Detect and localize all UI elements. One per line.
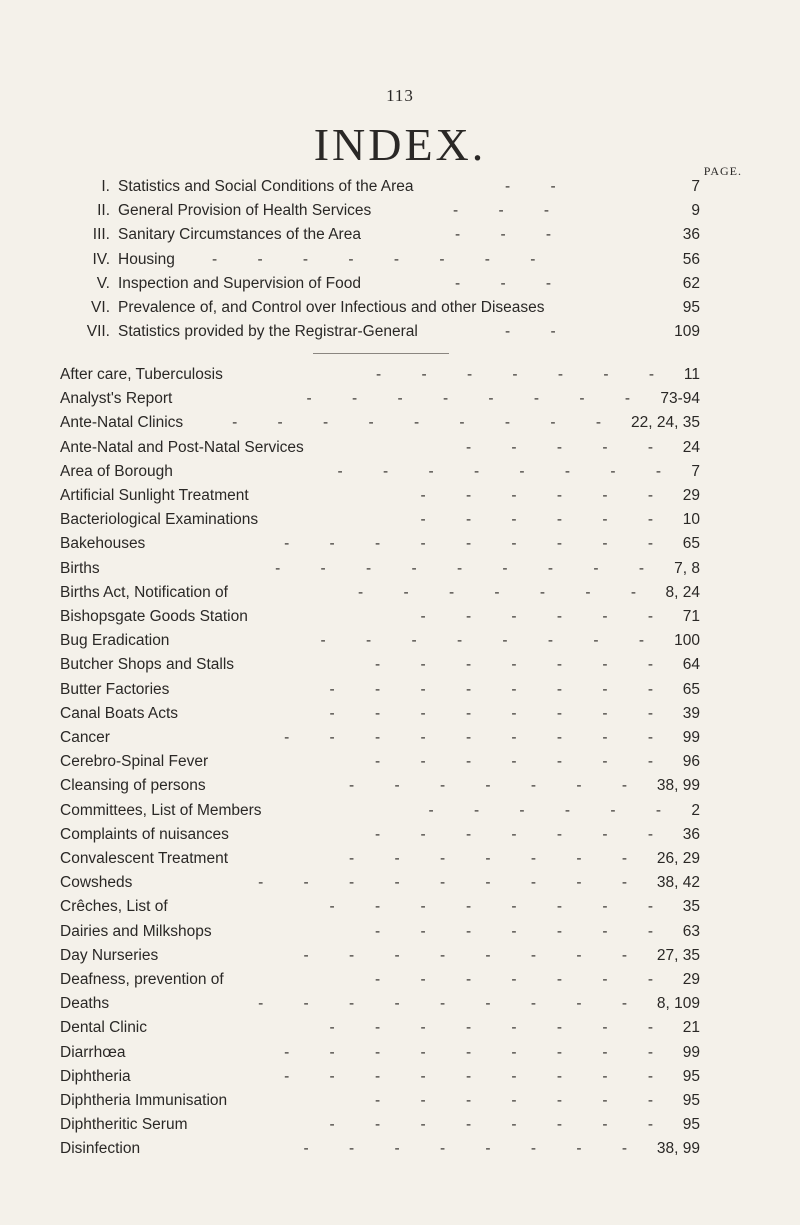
- entry-label: Diarrhœa: [60, 1043, 126, 1061]
- section-title: Statistics and Social Conditions of the Area: [118, 178, 414, 195]
- leader-dots: - - - - - - -: [375, 656, 671, 674]
- entry-label: Bishopsgate Goods Station: [60, 608, 248, 625]
- entry-label: Disinfection: [60, 1140, 141, 1158]
- section-page: 9: [691, 202, 700, 220]
- entry-pages: 65: [682, 680, 700, 698]
- entry-label: Dairies and Milkshops: [60, 922, 212, 940]
- leader-dots: - -: [505, 323, 574, 341]
- section-title: Sanitary Circumstances of the Area: [118, 226, 361, 244]
- leader-dots: - - - - - -: [420, 487, 671, 504]
- leader-dots: - - - - - - -: [376, 366, 672, 383]
- entry-label: Diphtheria: [60, 1067, 131, 1085]
- section-page: 95: [682, 299, 700, 316]
- leader-dots: - - - - - - - -: [329, 898, 671, 916]
- entry-pages: 73-94: [660, 390, 700, 408]
- entry-label: Cleansing of persons: [60, 777, 206, 795]
- leader-dots: - - - - - - - -: [303, 1140, 645, 1158]
- entry-pages: 100: [674, 632, 700, 650]
- entry-pages: 24: [682, 438, 700, 456]
- section-number: VI.: [91, 299, 110, 316]
- entry-pages: 39: [682, 704, 700, 722]
- section-page: 62: [682, 274, 700, 292]
- leader-dots: - - - - - - - -: [337, 462, 679, 480]
- section-number: II.: [97, 202, 110, 220]
- entry-label: Crêches, List of: [60, 898, 168, 916]
- entry-pages: 99: [682, 729, 700, 746]
- index-entry: [0, 386, 800, 412]
- index-entry: [0, 701, 800, 727]
- index-entry: [0, 507, 800, 533]
- index-entry: [0, 1040, 800, 1066]
- leader-dots: - - -: [453, 202, 568, 220]
- page-column-header: PAGE.: [703, 164, 742, 178]
- leader-dots: - - - - - - -: [375, 922, 671, 940]
- entry-pages: 95: [682, 1067, 700, 1085]
- index-entry: [0, 410, 800, 436]
- entry-pages: 96: [682, 753, 700, 771]
- index-entry: [0, 991, 800, 1017]
- leader-dots: - - - - - - -: [358, 583, 654, 601]
- entry-pages: 35: [682, 898, 700, 916]
- leader-dots: - - - - - - - -: [329, 1019, 671, 1037]
- entry-pages: 29: [682, 971, 700, 988]
- divider: [313, 353, 449, 354]
- index-entry: [0, 822, 800, 848]
- index-entry: [0, 870, 800, 896]
- entry-label: Butter Factories: [60, 680, 170, 698]
- entry-pages: 8, 24: [665, 583, 700, 601]
- entry-label: Canal Boats Acts: [60, 704, 179, 722]
- entry-pages: 11: [683, 366, 700, 383]
- leader-dots: - - - - - - - - -: [258, 995, 645, 1013]
- page-number: 113: [386, 86, 414, 105]
- index-entry: [0, 1015, 800, 1041]
- entry-label: Cowsheds: [60, 874, 133, 892]
- entry-label: Births Act, Notification of: [60, 583, 228, 601]
- entry-label: Ante-Natal Clinics: [60, 414, 184, 432]
- entry-label: Area of Borough: [60, 462, 173, 480]
- entry-pages: 10: [682, 511, 700, 529]
- index-entry: [0, 725, 800, 751]
- entry-label: Bakehouses: [60, 535, 146, 553]
- index-entry: [0, 580, 800, 606]
- section-number: VII.: [86, 323, 110, 341]
- index-entry: [0, 919, 800, 945]
- entry-label: Bacteriological Examinations: [60, 511, 259, 529]
- entry-label: Day Nurseries: [60, 946, 159, 964]
- index-entry: [0, 362, 800, 388]
- index-entry: [0, 894, 800, 920]
- entry-label: Butcher Shops and Stalls: [60, 656, 235, 674]
- index-entry: [0, 483, 800, 509]
- leader-dots: - - - - - - - - -: [284, 729, 671, 746]
- section-title: General Provision of Health Services: [118, 202, 372, 220]
- leader-dots: - - - - - - -: [375, 753, 671, 771]
- leader-dots: - - - - - - -: [349, 850, 645, 867]
- section-row: [0, 174, 800, 200]
- entry-label: Cerebro-Spinal Fever: [60, 753, 209, 771]
- leader-dots: - - - - -: [465, 438, 671, 456]
- section-number: IV.: [92, 250, 110, 268]
- entry-label: Ante-Natal and Post-Natal Services: [60, 438, 304, 456]
- entry-pages: 38, 99: [656, 777, 700, 795]
- leader-dots: - - - - - - - -: [329, 1116, 671, 1134]
- leader-dots: - - - - - - -: [349, 777, 645, 795]
- entry-pages: 7: [691, 462, 700, 480]
- leader-dots: - - -: [455, 274, 570, 292]
- entry-pages: 38, 42: [656, 874, 700, 892]
- index-entry: [0, 773, 800, 799]
- entry-label: Diphtheritic Serum: [60, 1116, 188, 1134]
- index-entry: [0, 846, 800, 872]
- section-title: Inspection and Supervision of Food: [118, 274, 361, 292]
- index-entry: [0, 1064, 800, 1090]
- entry-label: Committees, List of Members: [60, 801, 262, 819]
- entry-pages: 21: [682, 1019, 700, 1037]
- entry-pages: 29: [682, 487, 700, 504]
- entry-label: Artificial Sunlight Treatment: [60, 487, 249, 504]
- entry-pages: 95: [682, 1092, 700, 1109]
- section-number: III.: [92, 226, 110, 244]
- leader-dots: - - - - - - - -: [329, 704, 671, 722]
- entry-label: Births: [60, 559, 100, 577]
- section-page: 109: [674, 323, 700, 341]
- entry-pages: 64: [682, 656, 700, 674]
- entry-pages: 27, 35: [656, 946, 700, 964]
- section-title: Prevalence of, and Control over Infectious and other Diseases: [118, 299, 545, 316]
- entry-label: Deaths: [60, 995, 110, 1013]
- index-entry: [0, 556, 800, 582]
- entry-pages: 7, 8: [674, 559, 700, 577]
- entry-label: Bug Eradication: [60, 632, 170, 650]
- leader-dots: - - - - - - - -: [303, 946, 645, 964]
- entry-pages: 36: [682, 825, 700, 843]
- leader-dots: - - - - - - -: [375, 825, 671, 843]
- entry-label: Deafness, prevention of: [60, 971, 224, 988]
- section-title: Statistics provided by the Registrar-General: [118, 323, 418, 341]
- entry-pages: 95: [682, 1116, 700, 1134]
- leader-dots: - - - - - -: [428, 801, 679, 819]
- section-title: Housing: [118, 250, 175, 268]
- entry-label: Dental Clinic: [60, 1019, 148, 1037]
- leader-dots: - - - - - - -: [375, 1092, 671, 1109]
- leader-dots: - - - - - -: [420, 511, 671, 529]
- entry-pages: 26, 29: [656, 850, 700, 867]
- index-entry: [0, 1088, 800, 1114]
- entry-label: Analyst's Report: [60, 390, 173, 408]
- index-entry: [0, 531, 800, 557]
- leader-dots: - - - - - - - -: [306, 390, 648, 408]
- index-entry: [0, 798, 800, 824]
- entry-label: Diphtheria Immunisation: [60, 1092, 228, 1109]
- section-page: 7: [691, 178, 700, 195]
- entry-pages: 99: [682, 1043, 700, 1061]
- entry-pages: 2: [691, 801, 700, 819]
- entry-label: After care, Tuberculosis: [60, 366, 223, 383]
- leader-dots: - - -: [455, 226, 570, 244]
- leader-dots: - - - - - -: [420, 608, 671, 625]
- section-row: [0, 198, 800, 224]
- leader-dots: - - - - - - - - -: [258, 874, 645, 892]
- leader-dots: - - - - - - -: [375, 971, 671, 988]
- section-number: V.: [96, 274, 110, 292]
- leader-dots: - - - - - - - - -: [284, 1067, 671, 1085]
- entry-pages: 71: [682, 608, 700, 625]
- leader-dots: - - - - - - - - -: [232, 414, 619, 432]
- entry-pages: 65: [682, 535, 700, 553]
- index-entry: [0, 628, 800, 654]
- section-row: [0, 247, 800, 273]
- leader-dots: - - - - - - - -: [320, 632, 662, 650]
- index-entry: [0, 652, 800, 678]
- section-row: [0, 295, 800, 321]
- leader-dots: - - - - - - - - -: [284, 535, 671, 553]
- leader-dots: - - - - - - - - -: [284, 1043, 671, 1061]
- index-entry: [0, 749, 800, 775]
- entry-label: Complaints of nuisances: [60, 825, 229, 843]
- index-entry: [0, 1112, 800, 1138]
- index-entry: [0, 943, 800, 969]
- entry-pages: 63: [682, 922, 700, 940]
- entry-pages: 22, 24, 35: [631, 414, 700, 432]
- section-row: [0, 271, 800, 297]
- leader-dots: - - - - - - - - -: [275, 559, 662, 577]
- entry-pages: 8, 109: [656, 995, 700, 1013]
- section-page: 36: [682, 226, 700, 244]
- section-number: I.: [101, 178, 110, 195]
- section-page: 56: [682, 250, 700, 268]
- section-row: [0, 319, 800, 345]
- entry-label: Convalescent Treatment: [60, 850, 229, 867]
- index-entry: [0, 435, 800, 461]
- index-entry: [0, 604, 800, 630]
- leader-dots: - - - - - - - -: [212, 250, 554, 268]
- leader-dots: - - - - - - - -: [329, 680, 671, 698]
- entry-label: Cancer: [60, 729, 110, 746]
- page-title: INDEX.: [313, 119, 487, 170]
- section-row: [0, 222, 800, 248]
- index-entry: [0, 967, 800, 993]
- entry-pages: 38, 99: [656, 1140, 700, 1158]
- index-entry: [0, 1136, 800, 1162]
- index-entry: [0, 677, 800, 703]
- leader-dots: - -: [505, 178, 574, 195]
- index-entry: [0, 459, 800, 485]
